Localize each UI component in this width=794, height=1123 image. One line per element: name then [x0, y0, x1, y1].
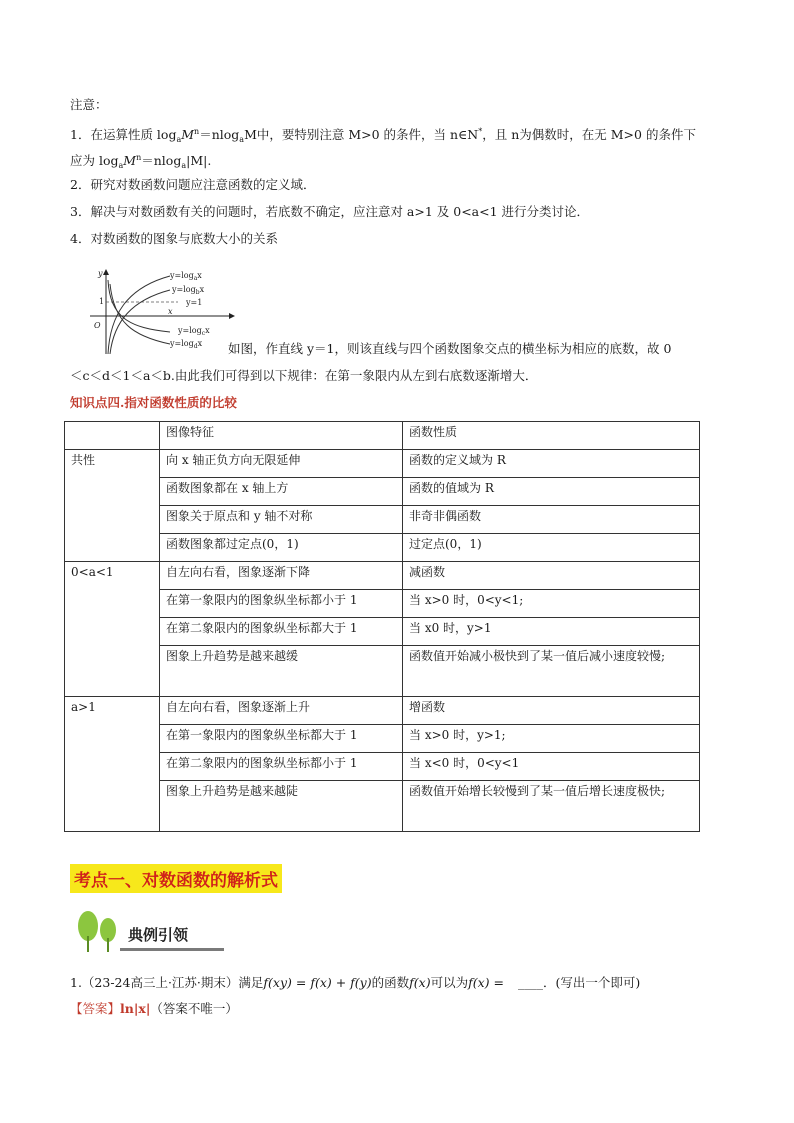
table-cell: 增函数	[403, 697, 700, 725]
table-row	[65, 562, 700, 590]
table-row	[65, 646, 700, 697]
answer-label: 【答案】	[70, 1001, 121, 1016]
group-cell: a>1	[65, 697, 160, 832]
table-cell: 函数值开始减小极快到了某一值后减小速度较慢;	[403, 646, 700, 697]
example-banner	[74, 910, 224, 954]
header-cell	[65, 422, 160, 450]
table-cell: 图象上升趋势是越来越缓	[160, 646, 403, 697]
label-origin: O	[94, 321, 101, 330]
note-4: 4．对数函数的图象与底数大小的关系	[70, 231, 278, 246]
table-row	[65, 590, 700, 618]
label-y-1: y=1	[186, 298, 203, 307]
figure-caption-1: 如图，作直线 y＝1，则该直线与四个函数图象交点的横坐标为相应的底数，故 0	[228, 341, 672, 356]
label-log-d: $y=\log_dx$	[170, 339, 203, 350]
table-cell: 函数的值域为 R	[403, 478, 700, 506]
label-axis-x: x	[168, 307, 173, 316]
table-cell: 自左向右看，图象逐渐下降	[160, 562, 403, 590]
table-cell: 自左向右看，图象逐渐上升	[160, 697, 403, 725]
trees-icon	[74, 910, 124, 954]
table-cell: 图象上升趋势是越来越陡	[160, 781, 403, 832]
answer	[70, 1001, 238, 1017]
table-cell: 函数值开始增长较慢到了某一值后增长速度极快;	[403, 781, 700, 832]
table-header-row	[65, 422, 700, 450]
curve-c	[108, 280, 170, 332]
header-cell: 函数性质	[403, 422, 700, 450]
table-cell: 在第二象限内的图象纵坐标都大于 1	[160, 618, 403, 646]
table-cell: 在第二象限内的图象纵坐标都小于 1	[160, 753, 403, 781]
curve-b	[110, 290, 170, 354]
table-cell: 当 x<0 时，0<y<1	[403, 753, 700, 781]
log-graph-figure	[86, 266, 236, 356]
table-cell: 当 x0 时，y>1	[403, 618, 700, 646]
label-log-b: $y=\log_bx$	[172, 285, 205, 296]
table-cell: 当 x>0 时，0<y<1;	[403, 590, 700, 618]
table-cell: 在第一象限内的图象纵坐标都大于 1	[160, 725, 403, 753]
banner-label: 典例引领	[128, 926, 189, 944]
table-row	[65, 753, 700, 781]
note-1-line-2: 应为 $\log_aM^n=nlog_a|M|$.	[70, 153, 212, 170]
table-cell: 非奇非偶函数	[403, 506, 700, 534]
group-cell: 0<a<1	[65, 562, 160, 697]
group-cell: 共性	[65, 450, 160, 562]
note-2: 2．研究对数函数问题应注意函数的定义域．	[70, 177, 316, 192]
section-title: 考点一、对数函数的解析式	[70, 864, 282, 893]
table-cell: 当 x>0 时，y>1;	[403, 725, 700, 753]
table-cell: 图象关于原点和 y 轴不对称	[160, 506, 403, 534]
table-cell: 函数图象都在 x 轴上方	[160, 478, 403, 506]
table-cell: 在第一象限内的图象纵坐标都小于 1	[160, 590, 403, 618]
note-1-line-1: 1．在运算性质 $\log_aM^n=nlog_aM$中，要特别注意 M>0 的条件，当 n∈N*，且 n为偶数时，在无 M>0 的条件下	[70, 127, 696, 144]
table-row	[65, 725, 700, 753]
label-axis-y: y	[98, 269, 103, 278]
table-cell: 减函数	[403, 562, 700, 590]
table-cell: 过定点(0，1)	[403, 534, 700, 562]
note-3: 3．解决与对数函数有关的问题时，若底数不确定，应注意对 a>1 及 0<a<1 进行分类讨论．	[70, 204, 590, 219]
answer-value: ln|x|	[120, 1001, 151, 1016]
table-row	[65, 781, 700, 832]
table-row	[65, 618, 700, 646]
table-cell: 向 x 轴正负方向无限延伸	[160, 450, 403, 478]
label-one: 1	[99, 297, 105, 306]
table-row	[65, 697, 700, 725]
problem-1: 1.（23-24高三上·江苏·期末）满足f(xy) = f(x) + f(y)的函数f(x)可以为f(x) = ____．(写出一个即可)	[70, 975, 641, 990]
banner-underline	[120, 948, 224, 951]
table-row	[65, 534, 700, 562]
curve-a	[108, 276, 170, 354]
table-row	[65, 450, 700, 478]
table-cell: 函数图象都过定点(0，1)	[160, 534, 403, 562]
section-4-title: 知识点四.指对函数性质的比较	[70, 395, 237, 410]
figure-caption-2: ＜c＜d＜1＜a＜b.由此我们可得到以下规律：在第一象限内从左到右底数逐渐增大．	[70, 368, 538, 383]
label-log-a: $y=\log_ax$	[170, 271, 202, 282]
label-log-c: $y=\log_cx$	[178, 326, 210, 337]
header-cell: 图像特征	[160, 422, 403, 450]
table-row	[65, 478, 700, 506]
table-row	[65, 506, 700, 534]
table-cell: 函数的定义域为 R	[403, 450, 700, 478]
answer-note: （答案不唯一）	[150, 1001, 238, 1016]
notes-heading: 注意：	[70, 97, 108, 112]
comparison-table	[64, 421, 700, 832]
